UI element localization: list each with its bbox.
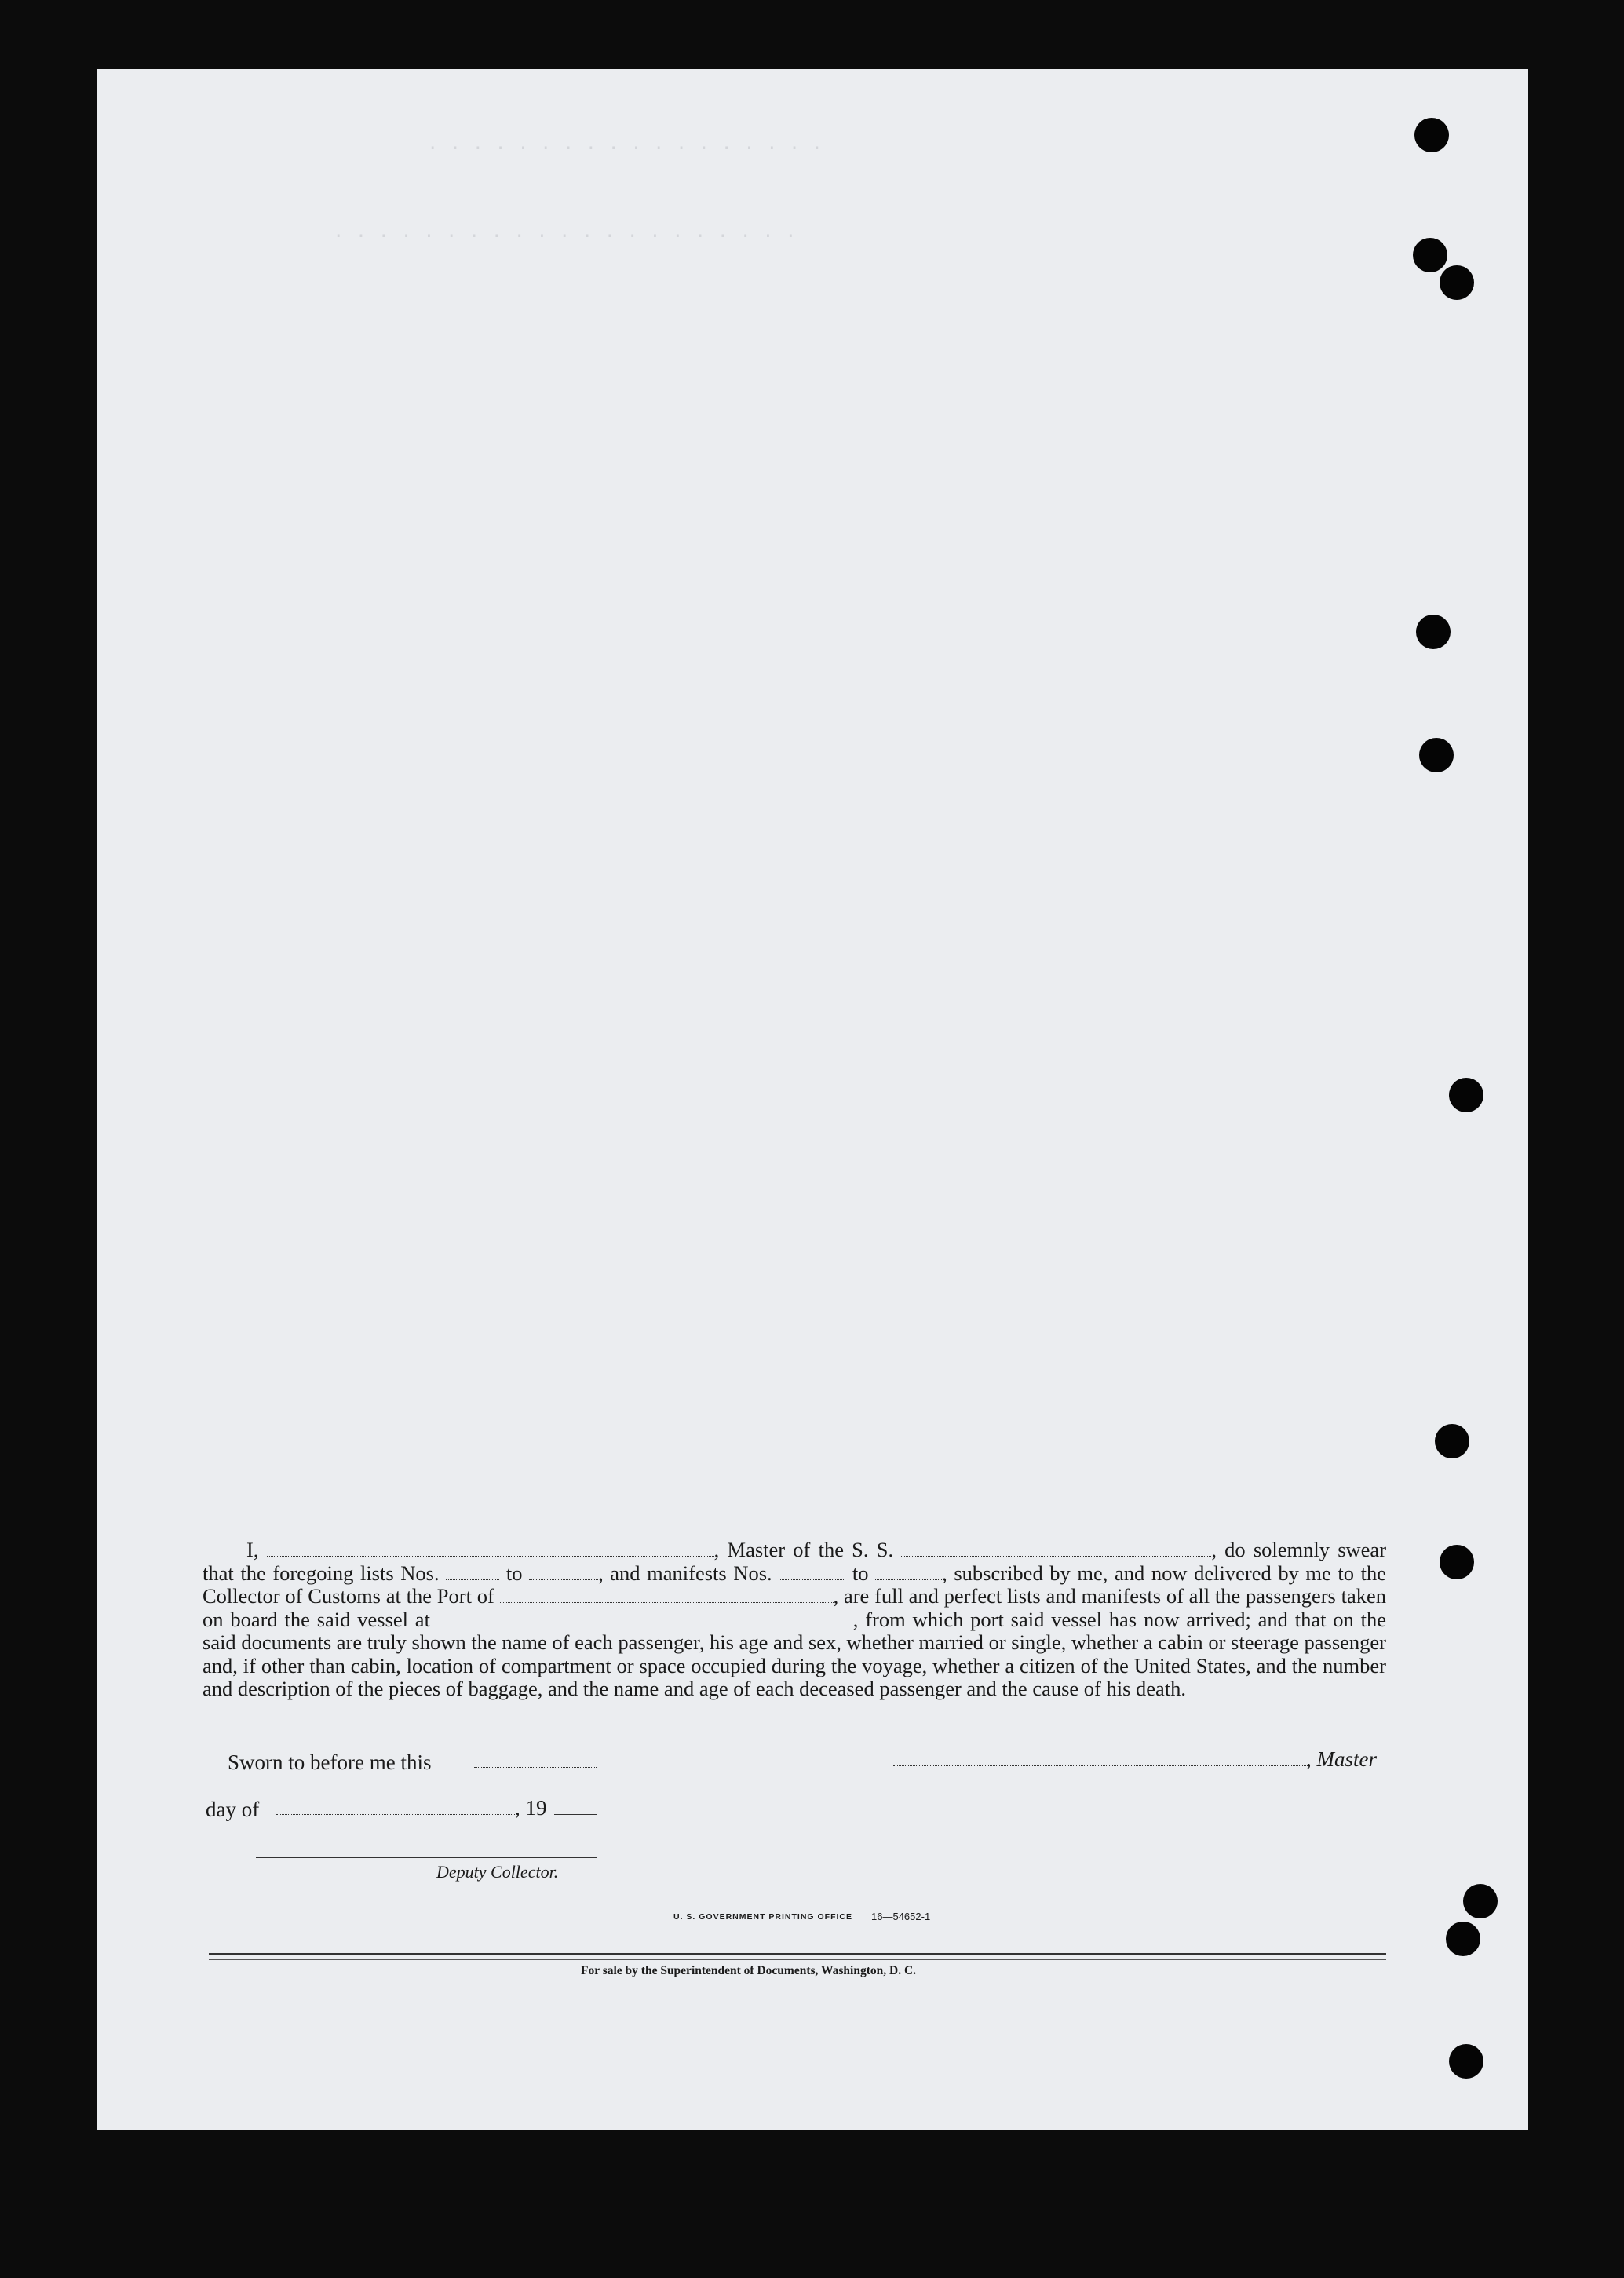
- departure-port-blank[interactable]: [437, 1625, 853, 1626]
- oath-text: to: [852, 1561, 869, 1585]
- year-label: , 19: [515, 1796, 547, 1820]
- list-to-blank[interactable]: [529, 1579, 598, 1580]
- list-from-blank[interactable]: [446, 1579, 499, 1580]
- manifest-to-blank[interactable]: [875, 1579, 942, 1580]
- oath-text: , subscribed by me, and now delivered by me to the Collector of Customs at the Port of: [203, 1561, 1387, 1608]
- sworn-label: Sworn to before me this: [228, 1750, 432, 1774]
- oath-text: , Master of the S. S.: [713, 1538, 894, 1561]
- month-blank[interactable]: [276, 1814, 515, 1815]
- oath-text: , and manifests Nos.: [598, 1561, 772, 1585]
- printer-imprint: U. S. GOVERNMENT PRINTING OFFICE: [673, 1912, 853, 1922]
- punch-hole: [1440, 265, 1474, 300]
- master-signature-line[interactable]: [893, 1765, 1308, 1766]
- port-blank[interactable]: [500, 1601, 834, 1603]
- oath-text: , from which port said vessel has now arrived; and that on the said documents are truly shown the name of each passenger, his age and sex, whether married or single, whether a cabin or steerage passenger and, if other than cabin, location of compartment or space occupied during the voyage, whether a citizen of the United States, and the number and description of the pieces of baggage, and the name and age of each deceased passenger and the cause of his death.: [203, 1607, 1386, 1700]
- punch-hole: [1435, 1424, 1469, 1458]
- oath-text: , do solemnly swear that the foregoing lists Nos.: [203, 1538, 1387, 1585]
- deputy-label: Deputy Collector.: [436, 1862, 559, 1882]
- bleed-through-mark: · · · · · · · · · · · · · · · · · · · · ·: [333, 226, 797, 247]
- oath-text: to: [505, 1561, 523, 1585]
- master-name-blank[interactable]: [267, 1555, 714, 1557]
- day-of-label: day of: [206, 1798, 260, 1821]
- year-blank[interactable]: [554, 1814, 597, 1815]
- manifest-from-blank[interactable]: [779, 1579, 845, 1580]
- punch-hole: [1446, 1922, 1480, 1956]
- footer-rule: [209, 1953, 1386, 1955]
- oath-paragraph: [203, 1539, 1386, 1701]
- punch-hole: [1419, 738, 1454, 772]
- oath-text: , are full and perfect lists and manifests of all the passengers taken on board the said vessel at: [203, 1584, 1386, 1631]
- punch-hole: [1463, 1884, 1498, 1918]
- punch-hole: [1440, 1545, 1474, 1579]
- sale-notice: For sale by the Superintendent of Documents, Washington, D. C.: [581, 1964, 917, 1977]
- master-label: , Master: [1306, 1747, 1377, 1771]
- sworn-date-blank[interactable]: [474, 1767, 597, 1768]
- deputy-signature-line[interactable]: [256, 1857, 597, 1858]
- form-code: 16—54652-1: [871, 1911, 931, 1922]
- punch-hole: [1414, 118, 1449, 152]
- footer-rule: [209, 1959, 1386, 1960]
- punch-hole: [1449, 1078, 1483, 1112]
- punch-hole: [1449, 2044, 1483, 2079]
- oath-text: I,: [246, 1538, 259, 1561]
- document-page: [97, 69, 1528, 2130]
- vessel-name-blank[interactable]: [901, 1555, 1211, 1557]
- punch-hole: [1416, 615, 1451, 649]
- bleed-through-mark: · · · · · · · · · · · · · · · · · ·: [427, 138, 823, 159]
- punch-hole: [1413, 238, 1447, 272]
